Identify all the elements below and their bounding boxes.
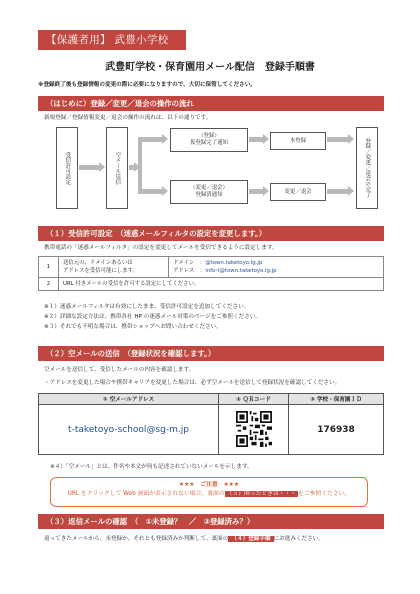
flow-intro: 新規登録／登録情報変更／退会の操作の流れは、以下の通りです。 — [44, 115, 212, 121]
row-number: 1 — [39, 257, 59, 278]
flow-arrow-3 — [249, 134, 269, 145]
header-id: ③ 学校・保育園ＩＤ — [289, 394, 384, 405]
section-3-text-after: にお進みください。 — [273, 536, 324, 542]
flow-provisional-line2: 仮登録完了通知 — [190, 140, 228, 146]
flow-change-notice-line1: （変更／退会） — [190, 185, 228, 191]
flow-arrow-5 — [249, 186, 269, 197]
caution-title: ★★★ ご注意 ★★★ — [178, 482, 240, 488]
qr-cell — [219, 405, 289, 455]
row-1-values — [169, 257, 384, 278]
row-number: 2 — [39, 278, 59, 291]
flow-change-notice-box — [170, 180, 248, 204]
empty-mail-note: ※４）「空メール」とは、件名や本文が何も記述されていないメールを示します。 — [50, 464, 253, 470]
flow-arrow-1 — [79, 162, 105, 173]
audience-tag: 【保護者用】 武豊小学校 — [38, 30, 186, 50]
section-3-heading: （３）返信メールの確認 （ ①未登録？ ／ ②登録済み？） — [38, 514, 384, 529]
address-label: アドレス ： — [173, 268, 206, 274]
empty-mail-address[interactable]: t-taketoyo-school@sg-m.jp — [39, 405, 219, 455]
note-3: ※３）それでも不明な場合は、携帯ショップへお問い合わせください。 — [44, 324, 222, 330]
caution-box — [50, 477, 368, 507]
section-3-text-before: 返ってきたメールから、未登録か、それとも登録済みか判断して、裏面の — [44, 536, 229, 542]
school-id: 176938 — [289, 405, 384, 455]
registration-steps-pill: （４）登録手順 — [228, 536, 273, 542]
note-1: ※１）迷惑メールフィルタは有効にしたまま、受信許可設定を追加してください。 — [44, 304, 250, 310]
address-value: info-t@town.taketoyo.lg.jp — [205, 268, 277, 274]
flow-empty-mail-box: 空メール送信 — [106, 127, 128, 209]
receive-settings-table — [38, 256, 384, 291]
table-row — [39, 257, 384, 278]
caution-text — [51, 490, 367, 499]
flow-registration-box: 本登録 — [270, 132, 326, 150]
header-email: ① 空メールアドレス — [39, 394, 219, 405]
flow-provisional-box — [170, 128, 248, 152]
qr-code-icon[interactable] — [236, 411, 272, 447]
flow-change-cancel-box: 変更／退会 — [270, 183, 326, 201]
empty-mail-table — [38, 393, 384, 455]
flow-arrow-top — [138, 134, 168, 145]
section-intro-heading: （はじめに）登録／変更／退会の操作の流れ — [38, 96, 384, 111]
domain-value: @town.taketoyo.lg.jp — [205, 260, 263, 266]
section-2-intro-1: 空メールを送信して、受信したメールの内容を確認します。 — [44, 367, 195, 373]
flow-arrow-4 — [327, 134, 354, 145]
flow-receive-box: 受信許可設定 — [56, 127, 78, 209]
section-1-intro: 携帯電話の「迷惑メールフィルタ」の設定を変更してメールを受信できるように設定します。 — [44, 245, 278, 251]
domain-label: ドメイン ： — [173, 260, 206, 266]
flow-change-notice-line2: 登録済通知 — [195, 192, 223, 198]
row-1-description — [59, 257, 169, 278]
flow-provisional-line1: （登録） — [198, 133, 220, 139]
row-2-text: URL 付きメールの受信を許可する設定にしてください。 — [59, 278, 384, 291]
section-3-text — [44, 535, 324, 543]
table-row — [39, 278, 384, 291]
page-title: 武豊町学校・保育園用メール配信 登録手順書 — [105, 62, 315, 73]
note-2: ※２）詳細な設定方法は、携帯各社 HP の迷惑メール対策のページをご参照ください。 — [44, 314, 261, 320]
flow-arrow-2 — [129, 162, 140, 173]
troubleshoot-link[interactable]: （５）困ったときは・・・ — [226, 491, 297, 497]
caution-line-end: をご参照ください。 — [298, 491, 351, 497]
row-1-line-2: アドレスを受信可能にします。 — [63, 268, 138, 274]
caution-line: URL をクリックして Web 画面が表示されない場合、裏面の — [67, 491, 225, 497]
storage-note: ※登録終了後も登録情報の変更の際に必要になりますので、大切に保管してください。 — [38, 82, 256, 88]
section-2-intro-2: ・アドレスを変更した場合や携帯キャリアを変更した場合は、必ず空メールを送信して登録状況を確認してください。 — [44, 380, 341, 386]
section-1-heading: （１）受信許可設定 （迷惑メールフィルタの設定を変更します。） — [38, 226, 384, 241]
flow-arrow-bottom — [138, 186, 168, 197]
flow-arrow-6 — [327, 186, 354, 197]
flow-final-box: 登録／変更／退会の完了 — [356, 127, 378, 209]
section-2-heading: （２）空メールの送信 （登録状況を確認します。） — [38, 346, 384, 361]
header-qr: ② ＱＲコード — [219, 394, 289, 405]
row-1-line-1: 送信元の、ドメインあるいは — [63, 260, 133, 266]
